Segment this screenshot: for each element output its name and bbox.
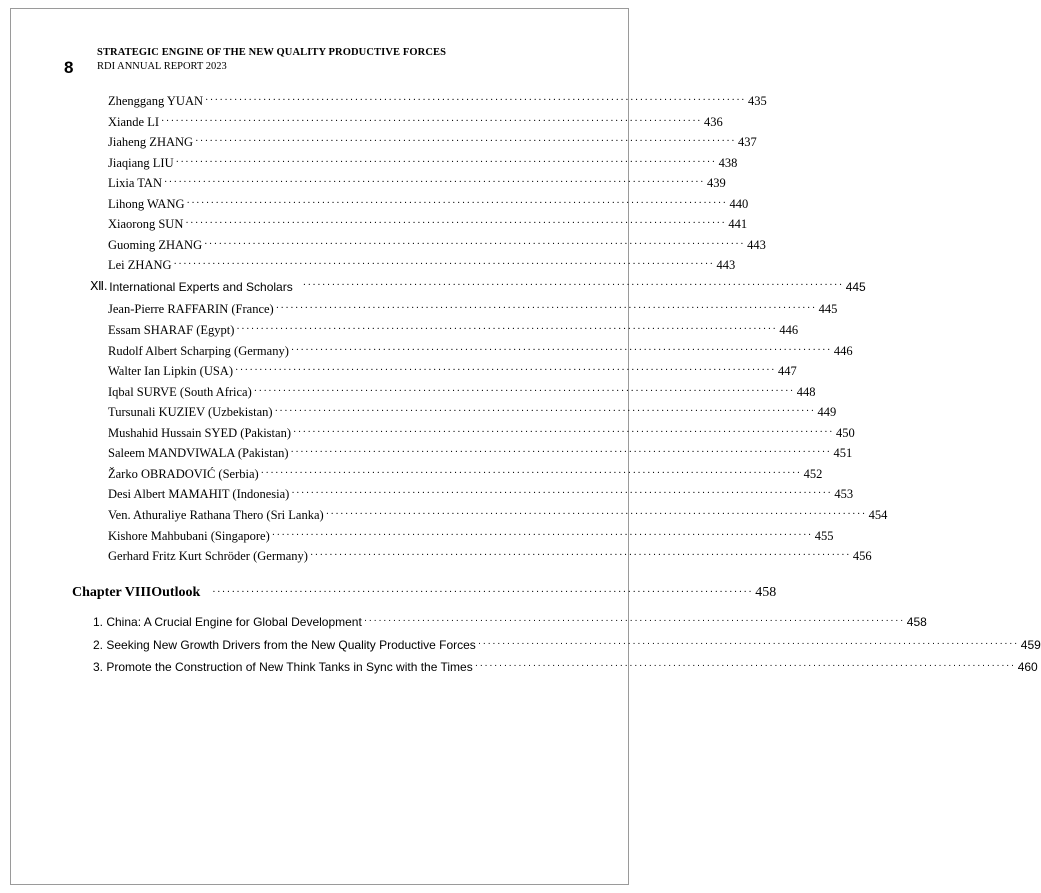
leader-dots: ················································································································ — [292, 427, 834, 438]
toc-entry[interactable] — [108, 526, 834, 544]
leader-dots: ················································································································ — [236, 324, 778, 335]
leader-dots: ················································································································ — [204, 239, 746, 250]
toc-entry[interactable] — [108, 173, 726, 191]
toc-entry-label: Jiaqiang LIU — [108, 156, 174, 170]
toc-entry-page: 438 — [718, 156, 738, 170]
leader-dots: ················································································································ — [260, 468, 802, 479]
toc-entry-label: Desi Albert MAMAHIT (Indonesia) — [108, 487, 290, 501]
toc-entry-page: 445 — [818, 302, 838, 316]
toc-entry[interactable] — [108, 361, 797, 379]
section-page: 445 — [845, 280, 866, 294]
toc-entry-page: 451 — [833, 446, 853, 460]
toc-entry[interactable] — [108, 546, 872, 564]
toc-section-xii[interactable] — [90, 276, 866, 294]
toc-entry[interactable] — [108, 153, 738, 171]
toc-entry-page: 448 — [796, 385, 816, 399]
leader-dots: ················································································································ — [205, 95, 746, 106]
toc-chapter-entry[interactable] — [93, 634, 1041, 652]
toc-entry-page: 456 — [852, 549, 872, 563]
toc-entry[interactable] — [108, 464, 823, 482]
toc-entry-label: Jean-Pierre RAFFARIN (France) — [108, 302, 274, 316]
leader-dots: ················································································································ — [302, 280, 844, 291]
toc-entry[interactable] — [108, 382, 816, 400]
toc-entry[interactable] — [108, 341, 853, 359]
toc-entry-label: Xiande LI — [108, 115, 160, 129]
leader-dots: ················································································································ — [474, 660, 1016, 671]
leader-dots: ················································································································ — [363, 615, 905, 626]
toc-entry-label: Kishore Mahbubani (Singapore) — [108, 529, 270, 543]
toc-entry-label: Ven. Athuraliye Rathana Thero (Sri Lanka) — [108, 508, 324, 522]
running-header-subtitle: RDI ANNUAL REPORT 2023 — [97, 61, 227, 72]
leader-dots: ················································································································ — [271, 530, 813, 541]
toc-entry-label: Jiaheng ZHANG — [108, 135, 194, 149]
leader-dots: ················································································································ — [173, 259, 715, 270]
toc-entry-label: 2. Seeking New Growth Drivers from the New Quality Productive Forces — [93, 638, 476, 652]
leader-dots: ················································································································ — [195, 136, 737, 147]
page-number: 8 — [64, 58, 74, 77]
toc-entry[interactable] — [108, 235, 766, 253]
leader-dots: ················································································································ — [163, 177, 705, 188]
toc-entry[interactable] — [108, 299, 838, 317]
toc-entry-label: Saleem MANDVIWALA (Pakistan) — [108, 446, 289, 460]
section-numeral: Ⅻ. — [90, 279, 108, 293]
leader-dots: ················································································································ — [212, 587, 754, 598]
toc-entry-label: Žarko OBRADOVIĆ (Serbia) — [108, 467, 259, 481]
toc-entry[interactable] — [108, 423, 855, 441]
toc-entry-label: 1. China: A Crucial Engine for Global Development — [93, 615, 362, 629]
toc-entry-page: 459 — [1020, 638, 1041, 652]
toc-entry-page: 454 — [868, 508, 888, 522]
toc-entry-page: 452 — [803, 467, 823, 481]
toc-chapter-viii[interactable] — [72, 581, 777, 601]
leader-dots: ················································································································ — [275, 303, 817, 314]
running-header-title: STRATEGIC ENGINE OF THE NEW QUALITY PRODUCTIVE FORCES — [97, 47, 447, 58]
toc-entry-page: 435 — [747, 94, 767, 108]
leader-dots: ················································································································ — [185, 218, 727, 229]
toc-entry[interactable] — [108, 255, 736, 273]
toc-entry-page: 446 — [833, 344, 853, 358]
leader-dots: ················································································································ — [325, 509, 867, 520]
toc-entry-page: 460 — [1017, 660, 1038, 674]
toc-entry-label: Xiaorong SUN — [108, 217, 184, 231]
toc-entry-label: Lixia TAN — [108, 176, 162, 190]
leader-dots: ················································································································ — [161, 116, 702, 127]
chapter-page: 458 — [755, 585, 777, 600]
toc-entry-page: 458 — [906, 615, 927, 629]
toc-entry-label: Lei ZHANG — [108, 258, 172, 272]
leader-dots: ················································································································ — [291, 488, 833, 499]
toc-entry-page: 453 — [834, 487, 854, 501]
toc-entry-label: Mushahid Hussain SYED (Pakistan) — [108, 426, 291, 440]
toc-entry-label: Iqbal SURVE (South Africa) — [108, 385, 252, 399]
toc-entry-page: 447 — [777, 364, 797, 378]
toc-entry-label: Lihong WANG — [108, 197, 185, 211]
toc-chapter-entry[interactable] — [93, 656, 1038, 674]
leader-dots: ················································································································ — [477, 638, 1019, 649]
leader-dots: ················································································································ — [274, 406, 816, 417]
section-label: International Experts and Scholars — [109, 280, 293, 294]
toc-entry-page: 450 — [835, 426, 855, 440]
toc-entry-page: 449 — [817, 405, 837, 419]
toc-entry[interactable] — [108, 484, 854, 502]
leader-dots: ················································································································ — [290, 447, 832, 458]
toc-entry-label: Rudolf Albert Scharping (Germany) — [108, 344, 289, 358]
toc-entry-label: Guoming ZHANG — [108, 238, 203, 252]
toc-entry-page: 446 — [779, 323, 799, 337]
toc-entry-label: Walter Ian Lipkin (USA) — [108, 364, 233, 378]
toc-entry[interactable] — [108, 214, 748, 232]
toc-entry-page: 440 — [729, 197, 749, 211]
leader-dots: ················································································································ — [175, 157, 717, 168]
leader-dots: ················································································································ — [235, 365, 776, 376]
toc-entry-label: Gerhard Fritz Kurt Schröder (Germany) — [108, 549, 308, 563]
toc-entry[interactable] — [108, 112, 723, 130]
toc-entry[interactable] — [108, 91, 767, 109]
leader-dots: ················································································································ — [186, 198, 728, 209]
leader-dots: ················································································································ — [309, 550, 851, 561]
toc-entry[interactable] — [108, 320, 799, 338]
toc-entry-page: 437 — [738, 135, 757, 149]
toc-entry[interactable] — [108, 194, 749, 212]
toc-entry[interactable] — [108, 443, 853, 461]
toc-entry-page: 443 — [716, 258, 736, 272]
toc-entry-page: 455 — [814, 529, 834, 543]
toc-entry[interactable] — [108, 132, 757, 150]
toc-chapter-entry[interactable] — [93, 611, 927, 629]
toc-entry-label: 3. Promote the Construction of New Think Tanks in Sync with the Times — [93, 660, 473, 674]
toc-entry[interactable] — [108, 402, 837, 420]
toc-entry[interactable] — [108, 505, 888, 523]
toc-entry-page: 436 — [704, 115, 723, 129]
chapter-label: Chapter VIII — [72, 585, 152, 600]
toc-entry-label: Essam SHARAF (Egypt) — [108, 323, 235, 337]
chapter-title: Outlook — [151, 585, 201, 600]
toc-entry-page: 439 — [706, 176, 726, 190]
leader-dots: ················································································································ — [253, 386, 795, 397]
toc-entry-label: Zhenggang YUAN — [108, 94, 204, 108]
leader-dots: ················································································································ — [290, 345, 832, 356]
toc-entry-page: 443 — [747, 238, 766, 252]
toc-entry-page: 441 — [728, 217, 748, 231]
toc-entry-label: Tursunali KUZIEV (Uzbekistan) — [108, 405, 273, 419]
